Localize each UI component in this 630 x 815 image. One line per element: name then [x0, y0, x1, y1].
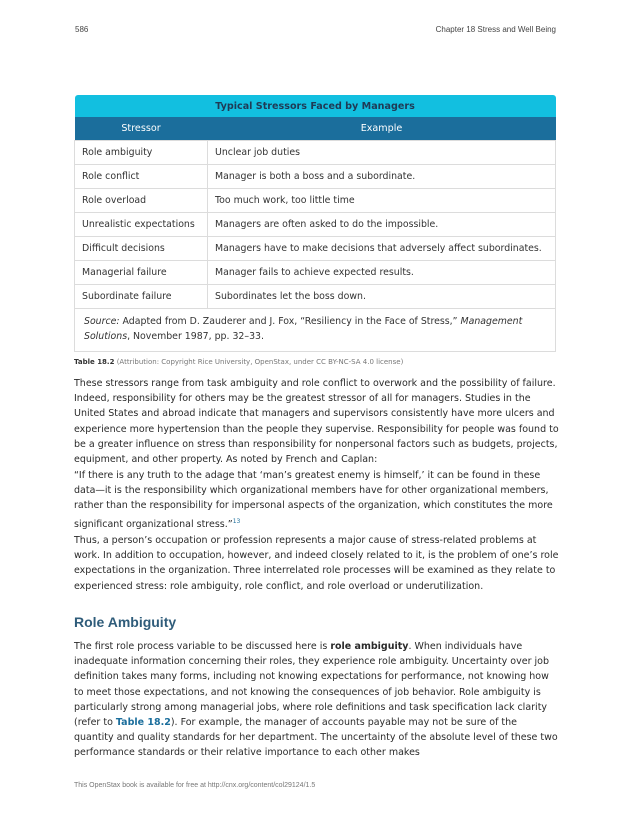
stressor-cell: Difficult decisions [75, 237, 208, 261]
stressor-cell: Role conflict [75, 165, 208, 189]
table-row [75, 237, 556, 261]
example-cell: Managers have to make decisions that adversely affect subordinates. [208, 237, 556, 261]
column-header-stressor: Stressor [75, 117, 208, 141]
paragraph-occupation: Thus, a person’s occupation or profession represents a major cause of stress-related problems at work. In addition to occupation, however, and indeed closely related to it, is the problem of one’s role expectations in the organization. Three interrelated role processes will be examined as they relate to experienced stress: role ambiguity, role conflict, and role overload or underutilization. [74, 535, 559, 592]
column-header-example: Example [208, 117, 556, 141]
chapter-title: Chapter 18 Stress and Well Being [435, 25, 556, 34]
caption-attribution: (Attribution: Copyright Rice University, OpenStax, under CC BY-NC-SA 4.0 license) [114, 358, 404, 366]
example-cell: Subordinates let the boss down. [208, 285, 556, 309]
example-cell: Managers are often asked to do the impossible. [208, 213, 556, 237]
table-caption [74, 358, 403, 366]
stressor-cell: Managerial failure [75, 261, 208, 285]
table-row [75, 141, 556, 165]
footnote-link[interactable]: 13 [232, 517, 241, 525]
stressor-cell: Unrealistic expectations [75, 213, 208, 237]
example-cell: Unclear job duties [208, 141, 556, 165]
table-row [75, 165, 556, 189]
quote-paragraph [74, 468, 559, 532]
p4-text-a: The first role process variable to be discussed here is [74, 641, 331, 652]
source-label: Source: [84, 316, 120, 327]
source-text-1: Adapted from D. Zauderer and J. Fox, “Resiliency in the Face of Stress,” [119, 316, 461, 327]
table-source-row [75, 309, 556, 352]
table-row [75, 189, 556, 213]
stressor-cell: Role overload [75, 189, 208, 213]
quote-text: “If there is any truth to the adage that ‘man’s greatest enemy is himself,’ it can be found in these data—it is the responsibility which organizational members have for other organizational members, rather than the responsibility for impersonal aspects of the organization, which constitutes the more significant organizational stress.” [74, 470, 553, 530]
page-number: 586 [75, 25, 89, 34]
section-title-role-ambiguity: Role Ambiguity [74, 614, 177, 630]
paragraph-stressors: These stressors range from task ambiguity and role conflict to overwork and the possibility of failure. Indeed, responsibility for others may be the greatest stressor of all for managers. Studies in the United States and abroad indicate that managers and supervisors consistently have more ulcers and experience more hypertension than the people they supervise. Responsibility for people was found to be a greater influence on stress than responsibility for nonpersonal factors such as budgets, projects, equipment, and other property. As noted by French and Caplan: [74, 378, 559, 466]
p4-text-c: ). For example, the manager of accounts payable may not be sure of the quantity and quality standards for her department. The uncertainty of the absolute level of these two performance standards or their relative importance to each other makes [74, 717, 558, 759]
p4-text-b: . When individuals have inadequate information concerning their roles, they experience role ambiguity. Uncertainty over job definition takes many forms, including not knowing expectations for performance, not knowing how to meet those expectations, and not knowing the consequences of job behavior. Role ambiguity is particularly strong among managerial jobs, where role definitions and task specification lack clarity (refer to [74, 641, 549, 729]
example-cell: Too much work, too little time [208, 189, 556, 213]
table-title: Typical Stressors Faced by Managers [75, 95, 556, 117]
stressors-table-container [74, 95, 556, 352]
paragraph-role-ambiguity [74, 639, 559, 761]
stressor-cell: Subordinate failure [75, 285, 208, 309]
source-text-2: , November 1987, pp. 32–33. [127, 331, 264, 342]
key-term-role-ambiguity: role ambiguity [330, 641, 409, 652]
stressors-table [74, 95, 556, 352]
caption-label: Table 18.2 [74, 358, 115, 366]
example-cell: Manager fails to achieve expected results. [208, 261, 556, 285]
stressor-cell: Role ambiguity [75, 141, 208, 165]
footer-note: This OpenStax book is available for free at http://cnx.org/content/col29124/1.5 [74, 782, 316, 789]
table-reference-link[interactable]: Table 18.2 [115, 717, 171, 729]
example-cell: Manager is both a boss and a subordinate. [208, 165, 556, 189]
table-row [75, 213, 556, 237]
table-source [75, 309, 556, 352]
source-publication: Management Solutions [84, 316, 523, 342]
table-row [75, 261, 556, 285]
table-row [75, 285, 556, 309]
